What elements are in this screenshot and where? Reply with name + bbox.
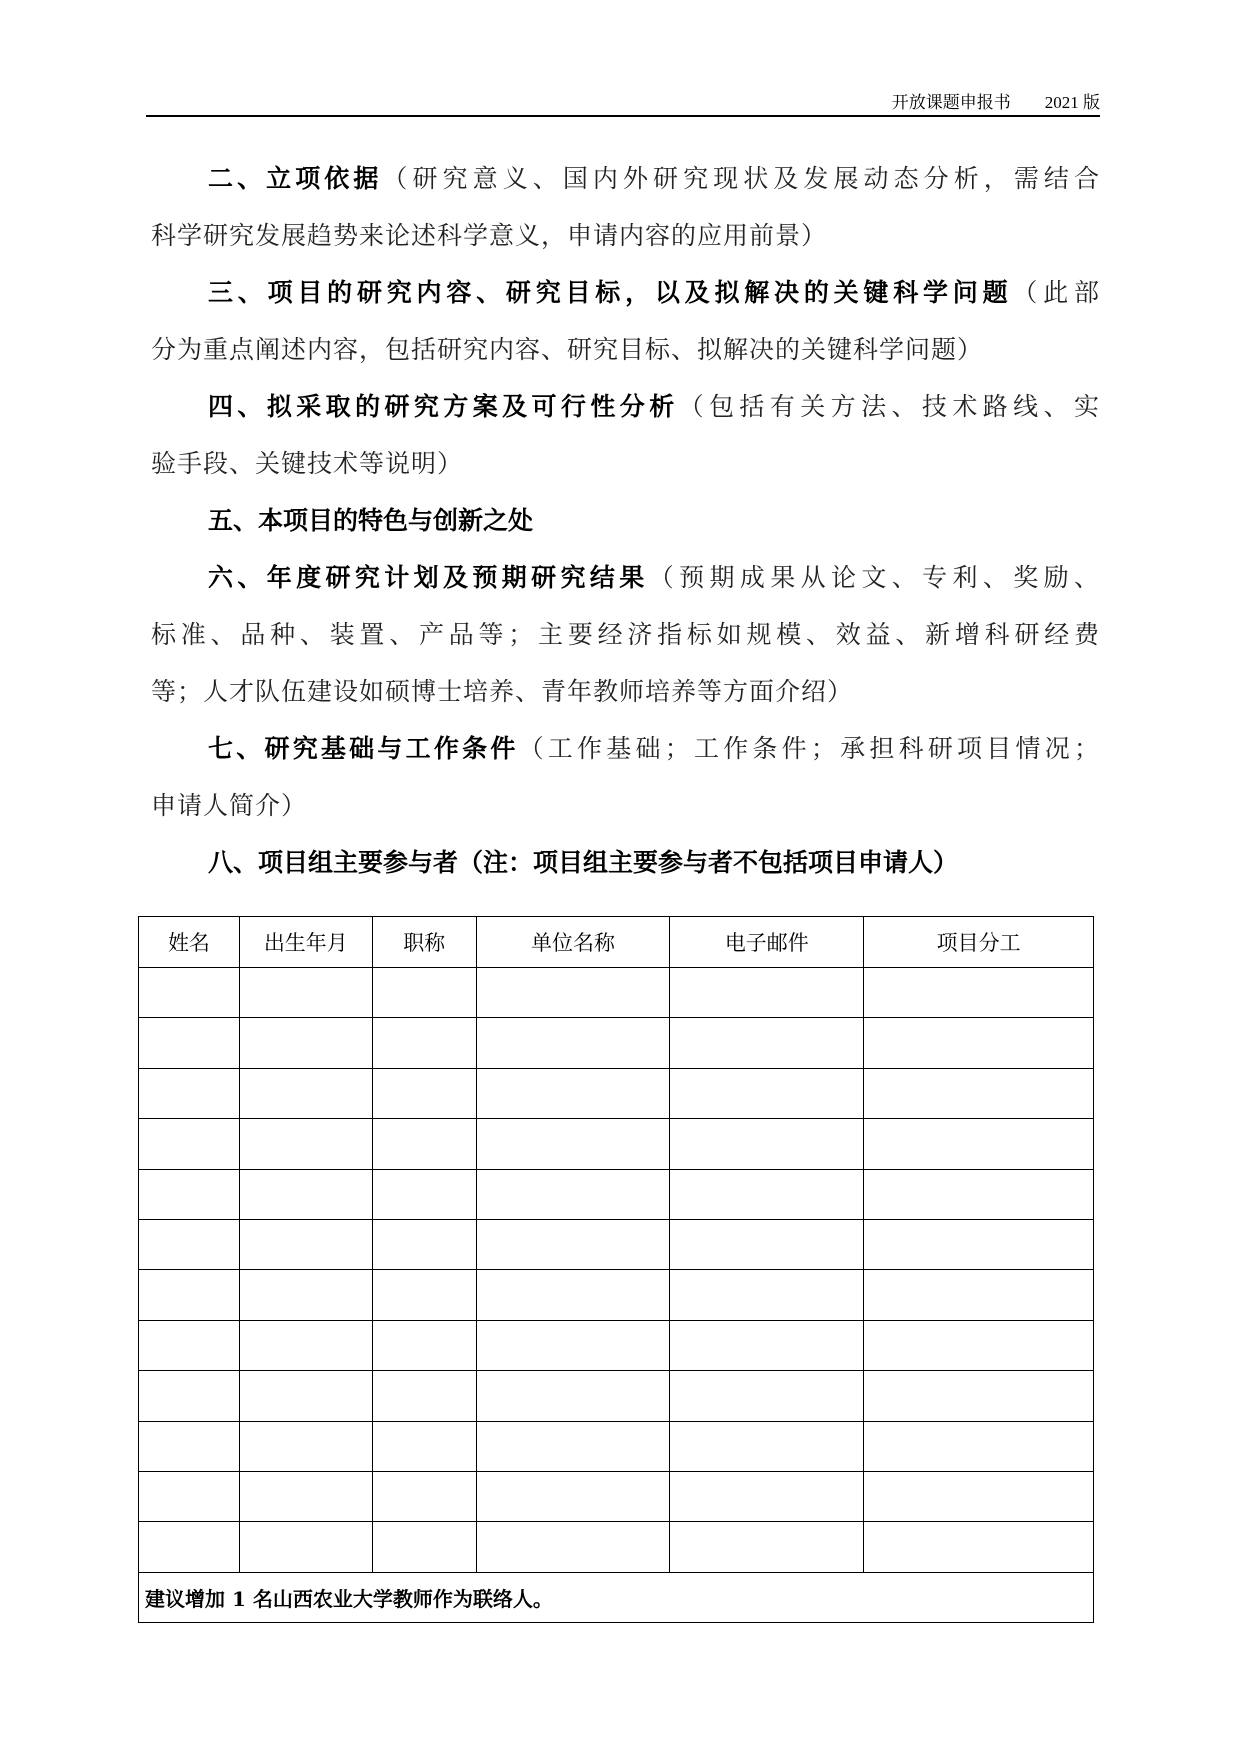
table-cell[interactable] xyxy=(139,1421,240,1471)
table-cell[interactable] xyxy=(476,1471,670,1521)
table-cell[interactable] xyxy=(139,1169,240,1219)
section-description: （预期成果从论文、专利、奖励、 xyxy=(648,563,1100,592)
section-description: （工作基础；工作条件；承担科研项目情况； xyxy=(518,734,1100,763)
table-cell[interactable] xyxy=(139,1219,240,1269)
table-cell[interactable] xyxy=(239,1169,372,1219)
section xyxy=(151,378,1100,492)
section-description: （研究意义、国内外研究现状及发展动态分析，需结合 xyxy=(382,164,1100,193)
table-cell[interactable] xyxy=(864,1169,1094,1219)
section-description: （此部 xyxy=(1012,278,1100,307)
table-header-row xyxy=(139,917,1094,968)
table-cell[interactable] xyxy=(476,1320,670,1370)
section-description: 分为重点阐述内容，包括研究内容、研究目标、拟解决的关键科学问题） xyxy=(151,335,984,364)
table-cell[interactable] xyxy=(670,1320,864,1370)
table-cell[interactable] xyxy=(670,1119,864,1169)
table-row xyxy=(139,1219,1094,1269)
table-cell[interactable] xyxy=(372,1522,476,1572)
table-cell[interactable] xyxy=(239,1421,372,1471)
table-cell[interactable] xyxy=(139,1119,240,1169)
table-row xyxy=(139,1169,1094,1219)
participants-table xyxy=(138,916,1094,1623)
table-cell[interactable] xyxy=(239,1471,372,1521)
table-cell[interactable] xyxy=(476,1018,670,1068)
table-cell[interactable] xyxy=(372,1270,476,1320)
table-cell[interactable] xyxy=(864,1522,1094,1572)
section-line xyxy=(151,264,1100,321)
table-cell[interactable] xyxy=(476,1270,670,1320)
column-header: 职称 xyxy=(372,917,476,968)
table-cell[interactable] xyxy=(139,1068,240,1118)
table-cell[interactable] xyxy=(372,1219,476,1269)
table-cell[interactable] xyxy=(670,1219,864,1269)
section xyxy=(151,720,1100,834)
table-cell[interactable] xyxy=(239,1018,372,1068)
table-cell[interactable] xyxy=(476,1219,670,1269)
section-title: 五、本项目的特色与创新之处 xyxy=(208,506,534,535)
table-row xyxy=(139,1018,1094,1068)
table-row xyxy=(139,1421,1094,1471)
table-cell[interactable] xyxy=(864,1068,1094,1118)
section-description: 标准、品种、装置、产品等；主要经济指标如规模、效益、新增科研经费 xyxy=(151,620,1100,649)
table-cell[interactable] xyxy=(476,1421,670,1471)
table-cell[interactable] xyxy=(670,1421,864,1471)
section-title: 八、项目组主要参与者（注：项目组主要参与者不包括项目申请人） xyxy=(208,848,959,877)
note-row xyxy=(139,1572,1094,1622)
section xyxy=(151,150,1100,264)
table-row xyxy=(139,1320,1094,1370)
section-line xyxy=(151,834,1100,891)
section xyxy=(151,834,1100,891)
table-cell[interactable] xyxy=(670,1169,864,1219)
table-cell[interactable] xyxy=(476,968,670,1018)
table-cell[interactable] xyxy=(372,1169,476,1219)
table-cell[interactable] xyxy=(864,1471,1094,1521)
table-cell[interactable] xyxy=(139,1018,240,1068)
table-cell[interactable] xyxy=(864,1219,1094,1269)
table-cell[interactable] xyxy=(864,1270,1094,1320)
section-title: 七、研究基础与工作条件 xyxy=(208,734,519,763)
table-cell[interactable] xyxy=(372,968,476,1018)
column-header: 出生年月 xyxy=(239,917,372,968)
table-cell[interactable] xyxy=(864,1371,1094,1421)
table-row xyxy=(139,1522,1094,1572)
table-cell[interactable] xyxy=(139,1371,240,1421)
table-cell[interactable] xyxy=(864,1018,1094,1068)
table-cell[interactable] xyxy=(372,1068,476,1118)
table-cell[interactable] xyxy=(372,1371,476,1421)
header-rule xyxy=(146,115,1100,117)
section-title: 三、项目的研究内容、研究目标，以及拟解决的关键科学问题 xyxy=(208,278,1013,307)
section-title: 六、年度研究计划及预期研究结果 xyxy=(208,563,649,592)
table-cell[interactable] xyxy=(476,1371,670,1421)
table-row xyxy=(139,1471,1094,1521)
table-note: 建议增加 1 名山西农业大学教师作为联络人。 xyxy=(139,1572,1094,1622)
section xyxy=(151,549,1100,720)
table-cell[interactable] xyxy=(239,1371,372,1421)
table-cell[interactable] xyxy=(670,1068,864,1118)
table-cell[interactable] xyxy=(372,1471,476,1521)
section-line xyxy=(151,150,1100,207)
header-title: 开放课题申报书 xyxy=(891,93,1011,112)
table-cell[interactable] xyxy=(239,1219,372,1269)
table-row xyxy=(139,1270,1094,1320)
table-cell[interactable] xyxy=(372,1421,476,1471)
table-cell[interactable] xyxy=(476,1068,670,1118)
section xyxy=(151,492,1100,549)
table-cell[interactable] xyxy=(476,1522,670,1572)
document-body xyxy=(151,150,1100,891)
section-description: （包括有关方法、技术路线、实 xyxy=(678,392,1100,421)
table-row xyxy=(139,1119,1094,1169)
section-description: 验手段、关键技术等说明） xyxy=(151,449,464,478)
section-line xyxy=(151,549,1100,606)
table-cell[interactable] xyxy=(239,1270,372,1320)
section xyxy=(151,264,1100,378)
section-description: 申请人简介） xyxy=(151,791,308,820)
table-cell[interactable] xyxy=(864,1320,1094,1370)
table-cell[interactable] xyxy=(864,1421,1094,1471)
table-row xyxy=(139,1068,1094,1118)
section-line xyxy=(151,492,1100,549)
table-cell[interactable] xyxy=(670,968,864,1018)
header-version: 2021 版 xyxy=(1044,93,1100,112)
table-cell[interactable] xyxy=(372,1320,476,1370)
table-cell[interactable] xyxy=(670,1522,864,1572)
table-cell[interactable] xyxy=(476,1169,670,1219)
table-cell[interactable] xyxy=(864,968,1094,1018)
column-header: 项目分工 xyxy=(864,917,1094,968)
section-line xyxy=(151,378,1100,435)
section-title: 二、立项依据 xyxy=(208,164,383,193)
table-cell[interactable] xyxy=(670,1371,864,1421)
table-cell[interactable] xyxy=(670,1018,864,1068)
table-cell[interactable] xyxy=(139,1522,240,1572)
table-row xyxy=(139,968,1094,1018)
column-header: 单位名称 xyxy=(476,917,670,968)
section-line xyxy=(151,720,1100,777)
table-cell[interactable] xyxy=(372,1018,476,1068)
column-header: 电子邮件 xyxy=(670,917,864,968)
table-cell[interactable] xyxy=(139,968,240,1018)
table-cell[interactable] xyxy=(239,1522,372,1572)
column-header: 姓名 xyxy=(139,917,240,968)
section-title: 四、拟采取的研究方案及可行性分析 xyxy=(208,392,679,421)
table-cell[interactable] xyxy=(864,1119,1094,1169)
table-cell[interactable] xyxy=(239,1119,372,1169)
section-description: 等；人才队伍建设如硕博士培养、青年教师培养等方面介绍） xyxy=(151,677,854,706)
table-row xyxy=(139,1371,1094,1421)
table-cell[interactable] xyxy=(139,1471,240,1521)
section-description: 科学研究发展趋势来论述科学意义，申请内容的应用前景） xyxy=(151,221,828,250)
table-cell[interactable] xyxy=(372,1119,476,1169)
table-cell[interactable] xyxy=(239,1320,372,1370)
table-cell[interactable] xyxy=(239,1068,372,1118)
table-cell[interactable] xyxy=(670,1270,864,1320)
table-cell[interactable] xyxy=(239,968,372,1018)
table-cell[interactable] xyxy=(139,1270,240,1320)
page-header xyxy=(858,88,1100,113)
table-cell[interactable] xyxy=(670,1471,864,1521)
table-cell[interactable] xyxy=(139,1320,240,1370)
table-cell[interactable] xyxy=(476,1119,670,1169)
